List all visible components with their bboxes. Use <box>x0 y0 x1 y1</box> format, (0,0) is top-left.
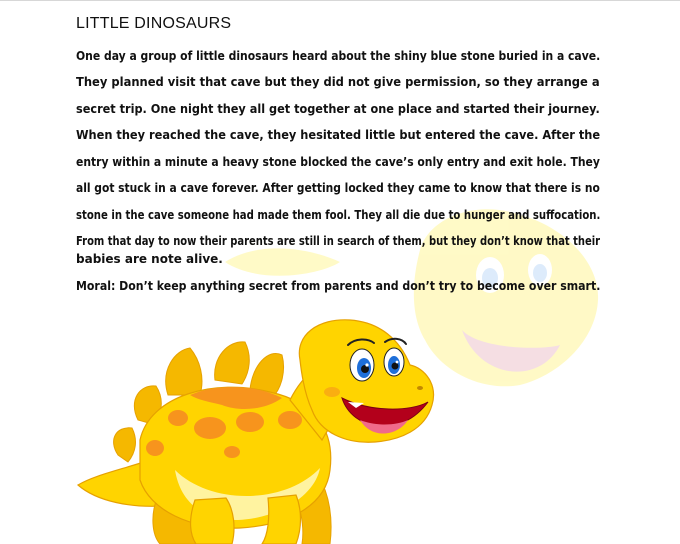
document-title: LITTLE DINOSAURS <box>76 15 232 32</box>
dino-belly <box>175 468 320 520</box>
dino-back-leg-far <box>153 492 196 544</box>
dino-front-leg-far <box>290 475 331 544</box>
dino-back-leg-near <box>191 498 234 544</box>
dino-back-plates <box>114 342 284 462</box>
dino-tongue <box>360 420 408 434</box>
dino-neck <box>290 360 360 440</box>
dino-eyes <box>348 339 406 381</box>
page-top-border <box>0 0 680 3</box>
dino-tail <box>78 460 175 506</box>
dino-front-leg-near <box>262 495 301 544</box>
story-line-1: One day a group of little dinosaurs heard about the shiny blue stone buried in a cave. <box>76 49 601 63</box>
story-line-9: babies are note alive. <box>76 252 223 266</box>
story-line-5: entry within a minute a heavy stone blocked the cave’s only entry and exit hole. They <box>76 155 600 169</box>
dino-nostril <box>417 386 423 390</box>
story-line-6: all got stuck in a cave forever. After getting locked they came to know that there is no <box>76 181 600 195</box>
dino-mouth <box>342 398 428 427</box>
dino-body <box>140 387 331 528</box>
dino-cheek <box>324 387 340 397</box>
story-line-7: stone in the cave someone had made them fool. They all die due to hunger and suffocation. <box>76 208 601 222</box>
moral-line: Moral: Don’t keep anything secret from parents and don’t try to become over smart. <box>76 279 601 293</box>
story-line-4: When they reached the cave, they hesitated little but entered the cave. After the <box>76 128 601 142</box>
dino-spots <box>146 387 302 458</box>
dino-teeth <box>348 402 364 408</box>
story-line-3: secret trip. One night they all get together at one place and started their journey. <box>76 102 600 116</box>
story-line-2: They planned visit that cave but they did not give permission, so they arrange a <box>76 75 600 89</box>
story-line-8: From that day to now their parents are still in search of them, but they don’t know that their <box>76 234 601 248</box>
dino-head <box>299 320 433 442</box>
